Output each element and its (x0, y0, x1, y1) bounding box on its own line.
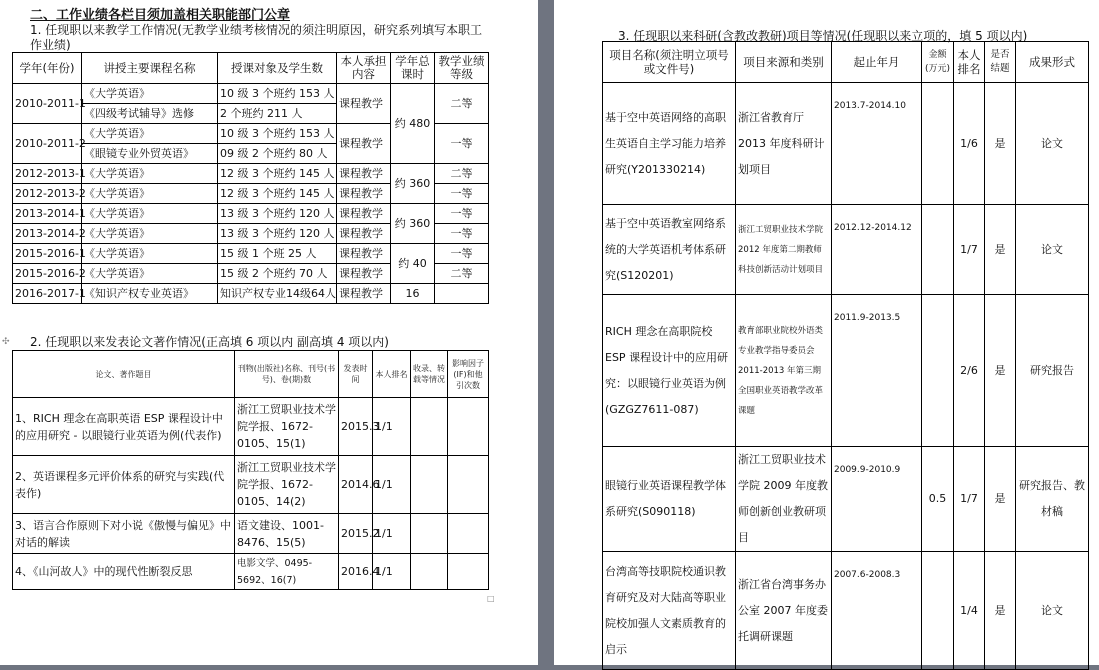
project-amount-cell (922, 83, 954, 205)
project-name-cell: 眼镜行业英语课程教学体系研究(S090118) (603, 447, 736, 552)
page-gap (538, 0, 554, 665)
project-source-cell: 浙江省教育厅 2013 年度科研计划项目 (736, 83, 832, 205)
target-cell: 知识产权专业14级64人 (218, 284, 337, 304)
project-period-cell: 2012.12-2014.12 (832, 205, 922, 295)
course-cell: 《大学英语》 (82, 244, 218, 264)
papers-header: 影响因子(IF)和他引次数 (448, 351, 489, 398)
research-header: 是否结题 (985, 42, 1016, 83)
project-amount-cell (922, 295, 954, 447)
paper-rank-cell: 1/1 (373, 554, 411, 590)
papers-header: 论文、著作题目 (13, 351, 235, 398)
research-header-row (603, 42, 1089, 83)
grade-cell: 一等 (435, 244, 489, 264)
course-cell: 《大学英语》 (82, 164, 218, 184)
paper-rank-cell: 1/1 (373, 398, 411, 456)
course-cell: 《大学英语》 (82, 264, 218, 284)
paper-impact-cell (448, 398, 489, 456)
course-cell: 《知识产权专业英语》 (82, 284, 218, 304)
project-rank-cell: 1/4 (954, 552, 985, 670)
project-name-cell: RICH 理念在高职院校 ESP 课程设计中的应用研究：以眼镜行业英语为例(GZGZ7611-087) (603, 295, 736, 447)
teaching-header: 教学业绩等级 (435, 53, 489, 84)
project-source-cell: 教育部职业院校外语类专业教学指导委员会 2011-2013 年第三期全国职业英语教学改革课题 (736, 295, 832, 447)
project-period-cell: 2007.6-2008.3 (832, 552, 922, 670)
grade-cell: 二等 (435, 264, 489, 284)
project-done-cell: 是 (985, 295, 1016, 447)
papers-header: 收录、转载等情况 (411, 351, 448, 398)
role-cell: 课程教学 (337, 244, 391, 264)
target-cell: 15 级 1 个班 25 人 (218, 244, 337, 264)
section-title: 二、工作业绩各栏目须加盖相关职能部门公章 (30, 8, 291, 23)
table-row (13, 456, 489, 514)
teaching-header-row (13, 53, 489, 84)
papers-header-row (13, 351, 489, 398)
paper-time-cell: 2015.2 (339, 514, 373, 554)
role-cell: 课程教学 (337, 224, 391, 244)
papers-note: 2. 任现职以来发表论文著作情况(正高填 6 项以内 副高填 4 项以内) (30, 335, 389, 349)
project-done-cell: 是 (985, 83, 1016, 205)
course-cell: 《四级考试辅导》选修 (82, 104, 218, 124)
teaching-note-line2: 作业绩) (30, 38, 71, 52)
project-amount-cell: 0.5 (922, 447, 954, 552)
project-done-cell: 是 (985, 447, 1016, 552)
course-cell: 《大学英语》 (82, 124, 218, 144)
role-cell: 课程教学 (337, 264, 391, 284)
project-amount-cell (922, 552, 954, 670)
papers-header: 本人排名 (373, 351, 411, 398)
project-name-cell: 基于空中英语教室网络系统的大学英语机考体系研究(S120201) (603, 205, 736, 295)
year-cell: 2013-2014-1 (13, 204, 82, 224)
course-cell: 《大学英语》 (82, 184, 218, 204)
project-source-cell: 浙江工贸职业技术学院 2009 年度教师创新创业教研项目 (736, 447, 832, 552)
table-row (13, 554, 489, 590)
target-cell: 13 级 3 个班约 120 人 (218, 224, 337, 244)
teaching-header: 学年(年份) (13, 53, 82, 84)
target-cell: 10 级 3 个班约 153 人 (218, 124, 337, 144)
research-header: 项目名称(须注明立项号或文件号) (603, 42, 736, 83)
grade-cell (435, 284, 489, 304)
paper-title-cell: 4、《山河故人》中的现代性断裂反思 (13, 554, 235, 590)
grade-cell: 一等 (435, 204, 489, 224)
paper-title-cell: 1、RICH 理念在高职英语 ESP 课程设计中的应用研究 - 以眼镜行业英语为例(代表作) (13, 398, 235, 456)
paper-journal-cell: 语文建设、1001-8476、15(5) (235, 514, 339, 554)
hours-cell: 约 360 (391, 204, 435, 244)
research-header: 金额(万元) (922, 42, 954, 83)
paper-title-cell: 3、语言合作原则下对小说《傲慢与偏见》中对话的解读 (13, 514, 235, 554)
paper-journal-cell: 浙江工贸职业技术学院学报、1672-0105、14(2) (235, 456, 339, 514)
project-done-cell: 是 (985, 205, 1016, 295)
table-row (13, 84, 489, 104)
papers-header: 发表时间 (339, 351, 373, 398)
paper-impact-cell (448, 456, 489, 514)
role-cell: 课程教学 (337, 184, 391, 204)
year-cell: 2015-2016-2 (13, 264, 82, 284)
paper-indexed-cell (411, 554, 448, 590)
role-cell: 课程教学 (337, 124, 391, 164)
project-source-cell: 浙江工贸职业技术学院 2012 年度第二期教师科技创新活动计划项目 (736, 205, 832, 295)
target-cell: 2 个班约 211 人 (218, 104, 337, 124)
target-cell: 15 级 2 个班约 70 人 (218, 264, 337, 284)
grade-cell: 一等 (435, 124, 489, 164)
research-header: 成果形式 (1016, 42, 1089, 83)
table-resize-handle-icon[interactable]: □ (487, 594, 495, 603)
paper-time-cell: 2014.6 (339, 456, 373, 514)
project-form-cell: 研究报告、教材稿 (1016, 447, 1089, 552)
teaching-header: 授课对象及学生数 (218, 53, 337, 84)
grade-cell: 一等 (435, 184, 489, 204)
paper-rank-cell: 1/1 (373, 456, 411, 514)
project-rank-cell: 1/7 (954, 447, 985, 552)
year-cell: 2010-2011-2 (13, 124, 82, 164)
role-cell: 课程教学 (337, 284, 391, 304)
paper-indexed-cell (411, 398, 448, 456)
grade-cell: 一等 (435, 224, 489, 244)
year-cell: 2013-2014-2 (13, 224, 82, 244)
teaching-header: 讲授主要课程名称 (82, 53, 218, 84)
target-cell: 09 级 2 个班约 80 人 (218, 144, 337, 164)
course-cell: 《大学英语》 (82, 204, 218, 224)
right-document-page (554, 0, 1099, 665)
paper-impact-cell (448, 554, 489, 590)
paper-journal-cell: 浙江工贸职业技术学院学报、1672-0105、15(1) (235, 398, 339, 456)
project-rank-cell: 1/6 (954, 83, 985, 205)
paper-indexed-cell (411, 456, 448, 514)
table-row (603, 552, 1089, 670)
hours-cell: 约 360 (391, 164, 435, 204)
table-row (603, 205, 1089, 295)
project-form-cell: 研究报告 (1016, 295, 1089, 447)
paper-time-cell: 2016.4 (339, 554, 373, 590)
papers-table (12, 350, 489, 590)
table-row (603, 83, 1089, 205)
papers-header: 刊物(出版社)名称、刊号(书号)、卷(期)数 (235, 351, 339, 398)
hours-cell: 约 480 (391, 84, 435, 164)
table-row (13, 204, 489, 224)
table-row (13, 164, 489, 184)
project-amount-cell (922, 205, 954, 295)
target-cell: 12 级 3 个班约 145 人 (218, 184, 337, 204)
table-row (603, 447, 1089, 552)
course-cell: 《大学英语》 (82, 84, 218, 104)
left-document-page (0, 0, 538, 665)
paper-journal-cell: 电影文学、0495-5692、16(7) (235, 554, 339, 590)
grade-cell: 二等 (435, 84, 489, 124)
target-cell: 12 级 3 个班约 145 人 (218, 164, 337, 184)
project-done-cell: 是 (985, 552, 1016, 670)
table-row (13, 244, 489, 264)
course-cell: 《眼镜专业外贸英语》 (82, 144, 218, 164)
research-header: 本人排名 (954, 42, 985, 83)
role-cell: 课程教学 (337, 84, 391, 124)
project-period-cell: 2009.9-2010.9 (832, 447, 922, 552)
target-cell: 13 级 3 个班约 120 人 (218, 204, 337, 224)
teaching-header: 本人承担内容 (337, 53, 391, 84)
table-move-handle-icon[interactable]: ✣ (2, 337, 10, 347)
paper-title-cell: 2、英语课程多元评价体系的研究与实践(代表作) (13, 456, 235, 514)
table-row (13, 514, 489, 554)
project-form-cell: 论文 (1016, 205, 1089, 295)
project-source-cell: 浙江省台湾事务办公室 2007 年度委托调研课题 (736, 552, 832, 670)
table-row (603, 295, 1089, 447)
role-cell: 课程教学 (337, 204, 391, 224)
paper-indexed-cell (411, 514, 448, 554)
year-cell: 2012-2013-2 (13, 184, 82, 204)
project-rank-cell: 2/6 (954, 295, 985, 447)
project-period-cell: 2011.9-2013.5 (832, 295, 922, 447)
project-rank-cell: 1/7 (954, 205, 985, 295)
research-header: 项目来源和类别 (736, 42, 832, 83)
project-form-cell: 论文 (1016, 83, 1089, 205)
paper-rank-cell: 1/1 (373, 514, 411, 554)
project-form-cell: 论文 (1016, 552, 1089, 670)
hours-cell: 约 40 (391, 244, 435, 284)
hours-cell: 16 (391, 284, 435, 304)
target-cell: 10 级 3 个班约 153 人 (218, 84, 337, 104)
research-header: 起止年月 (832, 42, 922, 83)
teaching-table (12, 52, 489, 304)
teaching-note-line1: 1. 任现职以来教学工作情况(无教学业绩考核情况的须注明原因，研究系列填写本职工 (30, 23, 482, 37)
grade-cell: 二等 (435, 164, 489, 184)
table-row (13, 398, 489, 456)
role-cell: 课程教学 (337, 164, 391, 184)
paper-time-cell: 2015.3 (339, 398, 373, 456)
research-table (602, 41, 1089, 670)
project-name-cell: 台湾高等技职院校通识教育研究及对大陆高等职业院校加强人文素质教育的启示 (603, 552, 736, 670)
teaching-header: 学年总课时 (391, 53, 435, 84)
year-cell: 2012-2013-1 (13, 164, 82, 184)
year-cell: 2015-2016-1 (13, 244, 82, 264)
table-row (13, 284, 489, 304)
year-cell: 2010-2011-1 (13, 84, 82, 124)
project-name-cell: 基于空中英语网络的高职生英语自主学习能力培养研究(Y201330214) (603, 83, 736, 205)
paper-impact-cell (448, 514, 489, 554)
year-cell: 2016-2017-1 (13, 284, 82, 304)
research-note: 3. 任现职以来科研(含教改教研)项目等情况(任现职以来立项的，填 5 项以内) (618, 29, 1028, 43)
project-period-cell: 2013.7-2014.10 (832, 83, 922, 205)
course-cell: 《大学英语》 (82, 224, 218, 244)
